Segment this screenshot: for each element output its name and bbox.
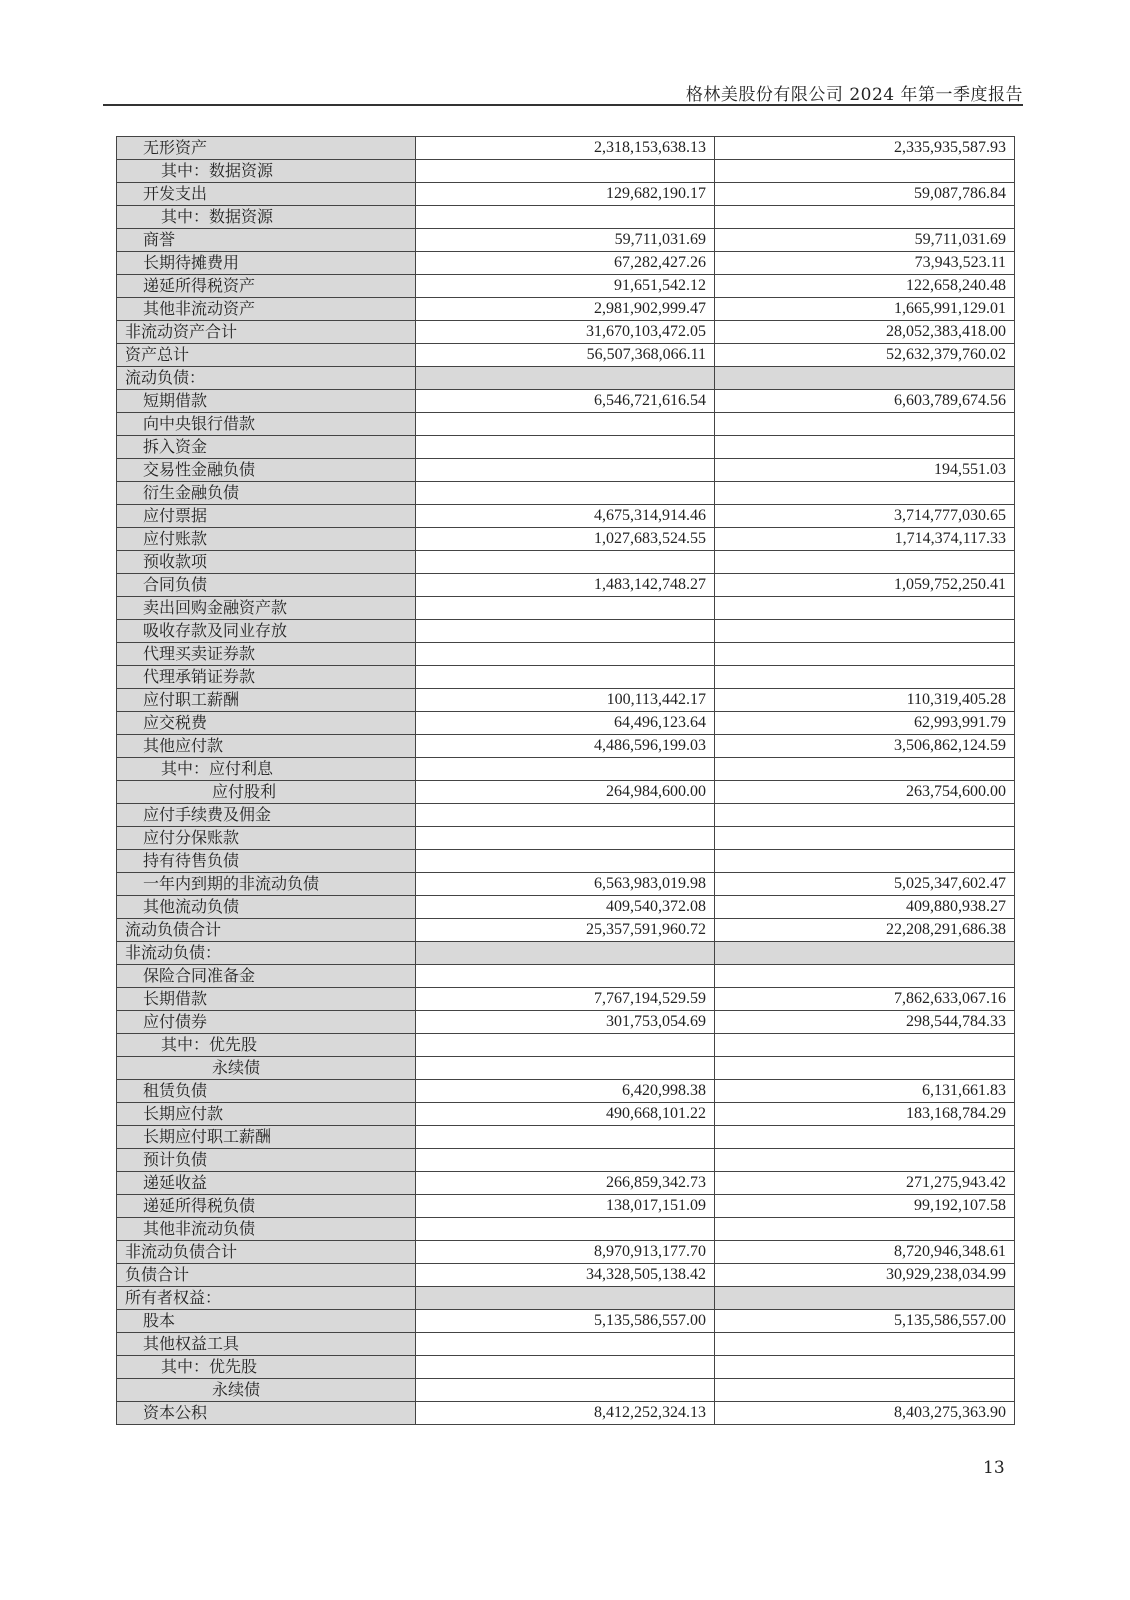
row-label: 非流动负债合计 (117, 1241, 416, 1264)
previous-period-value: 194,551.03 (715, 459, 1015, 482)
current-period-value: 2,318,153,638.13 (416, 137, 715, 160)
table-row (117, 1241, 1015, 1264)
row-label: 无形资产 (117, 137, 416, 160)
table-row (117, 1011, 1015, 1034)
previous-period-value: 8,403,275,363.90 (715, 1402, 1015, 1425)
table-row (117, 1287, 1015, 1310)
current-period-value (416, 942, 715, 965)
report-title: 格林美股份有限公司 2024 年第一季度报告 (685, 85, 1023, 105)
current-period-value: 6,563,983,019.98 (416, 873, 715, 896)
current-period-value (416, 804, 715, 827)
row-label: 非流动资产合计 (117, 321, 416, 344)
previous-period-value: 3,506,862,124.59 (715, 735, 1015, 758)
row-label: 交易性金融负债 (117, 459, 416, 482)
table-row (117, 689, 1015, 712)
table-row (117, 1264, 1015, 1287)
previous-period-value: 409,880,938.27 (715, 896, 1015, 919)
previous-period-value (715, 1287, 1015, 1310)
row-label: 永续债 (117, 1057, 416, 1080)
current-period-value (416, 436, 715, 459)
current-period-value: 100,113,442.17 (416, 689, 715, 712)
table-row (117, 620, 1015, 643)
previous-period-value: 30,929,238,034.99 (715, 1264, 1015, 1287)
row-label: 预计负债 (117, 1149, 416, 1172)
current-period-value: 91,651,542.12 (416, 275, 715, 298)
previous-period-value: 62,993,991.79 (715, 712, 1015, 735)
row-label: 短期借款 (117, 390, 416, 413)
previous-period-value: 28,052,383,418.00 (715, 321, 1015, 344)
row-label: 开发支出 (117, 183, 416, 206)
previous-period-value: 110,319,405.28 (715, 689, 1015, 712)
previous-period-value (715, 160, 1015, 183)
row-label: 应付账款 (117, 528, 416, 551)
table-row (117, 988, 1015, 1011)
previous-period-value (715, 482, 1015, 505)
previous-period-value (715, 1034, 1015, 1057)
current-period-value: 25,357,591,960.72 (416, 919, 715, 942)
row-label: 吸收存款及同业存放 (117, 620, 416, 643)
previous-period-value (715, 850, 1015, 873)
row-label: 长期待摊费用 (117, 252, 416, 275)
row-label: 代理买卖证券款 (117, 643, 416, 666)
row-label: 其中：优先股 (117, 1356, 416, 1379)
previous-period-value: 8,720,946,348.61 (715, 1241, 1015, 1264)
current-period-value (416, 965, 715, 988)
current-period-value: 1,483,142,748.27 (416, 574, 715, 597)
row-label: 递延所得税资产 (117, 275, 416, 298)
table-row (117, 965, 1015, 988)
table-row (117, 1310, 1015, 1333)
previous-period-value (715, 643, 1015, 666)
row-label: 应付股利 (117, 781, 416, 804)
current-period-value (416, 1333, 715, 1356)
table-row (117, 919, 1015, 942)
table-row (117, 758, 1015, 781)
previous-period-value (715, 1356, 1015, 1379)
previous-period-value (715, 1126, 1015, 1149)
previous-period-value: 298,544,784.33 (715, 1011, 1015, 1034)
table-row (117, 643, 1015, 666)
current-period-value (416, 758, 715, 781)
row-label: 递延所得税负债 (117, 1195, 416, 1218)
current-period-value (416, 666, 715, 689)
row-label: 合同负债 (117, 574, 416, 597)
table-row (117, 390, 1015, 413)
table-row (117, 942, 1015, 965)
table-row (117, 551, 1015, 574)
current-period-value: 6,420,998.38 (416, 1080, 715, 1103)
row-label: 应交税费 (117, 712, 416, 735)
row-label: 长期应付款 (117, 1103, 416, 1126)
table-row (117, 252, 1015, 275)
previous-period-value (715, 597, 1015, 620)
row-label: 衍生金融负债 (117, 482, 416, 505)
previous-period-value (715, 367, 1015, 390)
current-period-value: 409,540,372.08 (416, 896, 715, 919)
table-row (117, 505, 1015, 528)
current-period-value (416, 1149, 715, 1172)
previous-period-value (715, 666, 1015, 689)
current-period-value (416, 160, 715, 183)
previous-period-value: 59,087,786.84 (715, 183, 1015, 206)
previous-period-value: 2,335,935,587.93 (715, 137, 1015, 160)
row-label: 长期借款 (117, 988, 416, 1011)
table-row (117, 735, 1015, 758)
current-period-value: 266,859,342.73 (416, 1172, 715, 1195)
previous-period-value (715, 1379, 1015, 1402)
current-period-value (416, 1057, 715, 1080)
previous-period-value: 3,714,777,030.65 (715, 505, 1015, 528)
table-row (117, 873, 1015, 896)
table-row (117, 1057, 1015, 1080)
row-label: 应付票据 (117, 505, 416, 528)
current-period-value (416, 597, 715, 620)
row-label: 应付职工薪酬 (117, 689, 416, 712)
table-row (117, 1126, 1015, 1149)
current-period-value (416, 1379, 715, 1402)
previous-period-value (715, 965, 1015, 988)
table-row (117, 321, 1015, 344)
current-period-value (416, 1126, 715, 1149)
balance-sheet-table-container (116, 136, 1014, 1425)
previous-period-value (715, 1149, 1015, 1172)
previous-period-value (715, 1333, 1015, 1356)
table-row (117, 183, 1015, 206)
current-period-value (416, 413, 715, 436)
table-row (117, 804, 1015, 827)
row-label: 拆入资金 (117, 436, 416, 459)
row-label: 其他非流动负债 (117, 1218, 416, 1241)
current-period-value (416, 459, 715, 482)
table-row (117, 827, 1015, 850)
row-label: 向中央银行借款 (117, 413, 416, 436)
current-period-value: 8,412,252,324.13 (416, 1402, 715, 1425)
previous-period-value: 1,665,991,129.01 (715, 298, 1015, 321)
table-row (117, 1402, 1015, 1425)
current-period-value (416, 827, 715, 850)
current-period-value: 7,767,194,529.59 (416, 988, 715, 1011)
table-row (117, 160, 1015, 183)
current-period-value (416, 206, 715, 229)
table-row (117, 528, 1015, 551)
current-period-value: 5,135,586,557.00 (416, 1310, 715, 1333)
row-label: 其中：优先股 (117, 1034, 416, 1057)
table-row (117, 1333, 1015, 1356)
previous-period-value (715, 1057, 1015, 1080)
table-body (117, 137, 1015, 1425)
row-label: 代理承销证券款 (117, 666, 416, 689)
table-row (117, 574, 1015, 597)
row-label: 租赁负债 (117, 1080, 416, 1103)
current-period-value (416, 1287, 715, 1310)
table-row (117, 459, 1015, 482)
page-header (103, 80, 1023, 106)
current-period-value: 4,675,314,914.46 (416, 505, 715, 528)
row-label: 其中：数据资源 (117, 206, 416, 229)
current-period-value: 67,282,427.26 (416, 252, 715, 275)
balance-sheet-table (116, 136, 1015, 1425)
row-label: 其他流动负债 (117, 896, 416, 919)
row-label: 股本 (117, 1310, 416, 1333)
current-period-value: 4,486,596,199.03 (416, 735, 715, 758)
row-label: 其他非流动资产 (117, 298, 416, 321)
current-period-value: 6,546,721,616.54 (416, 390, 715, 413)
row-label: 资本公积 (117, 1402, 416, 1425)
current-period-value (416, 643, 715, 666)
table-row (117, 1034, 1015, 1057)
row-label: 负债合计 (117, 1264, 416, 1287)
previous-period-value: 73,943,523.11 (715, 252, 1015, 275)
previous-period-value: 5,025,347,602.47 (715, 873, 1015, 896)
table-row (117, 896, 1015, 919)
row-label: 非流动负债： (117, 942, 416, 965)
previous-period-value (715, 804, 1015, 827)
current-period-value: 129,682,190.17 (416, 183, 715, 206)
current-period-value (416, 1356, 715, 1379)
table-row (117, 597, 1015, 620)
previous-period-value: 263,754,600.00 (715, 781, 1015, 804)
current-period-value (416, 367, 715, 390)
row-label: 其中：应付利息 (117, 758, 416, 781)
current-period-value: 56,507,368,066.11 (416, 344, 715, 367)
row-label: 其中：数据资源 (117, 160, 416, 183)
table-row (117, 1080, 1015, 1103)
row-label: 其他应付款 (117, 735, 416, 758)
current-period-value (416, 1034, 715, 1057)
row-label: 所有者权益： (117, 1287, 416, 1310)
table-row (117, 413, 1015, 436)
current-period-value: 59,711,031.69 (416, 229, 715, 252)
previous-period-value: 183,168,784.29 (715, 1103, 1015, 1126)
table-row (117, 436, 1015, 459)
row-label: 流动负债： (117, 367, 416, 390)
previous-period-value: 6,131,661.83 (715, 1080, 1015, 1103)
previous-period-value: 5,135,586,557.00 (715, 1310, 1015, 1333)
current-period-value (416, 551, 715, 574)
page-number: 13 (983, 1458, 1005, 1478)
row-label: 应付手续费及佣金 (117, 804, 416, 827)
row-label: 应付分保账款 (117, 827, 416, 850)
previous-period-value: 6,603,789,674.56 (715, 390, 1015, 413)
previous-period-value: 1,714,374,117.33 (715, 528, 1015, 551)
table-row (117, 344, 1015, 367)
table-row (117, 1172, 1015, 1195)
previous-period-value (715, 620, 1015, 643)
table-row (117, 1218, 1015, 1241)
current-period-value: 34,328,505,138.42 (416, 1264, 715, 1287)
row-label: 递延收益 (117, 1172, 416, 1195)
previous-period-value: 122,658,240.48 (715, 275, 1015, 298)
current-period-value (416, 1218, 715, 1241)
table-row (117, 482, 1015, 505)
table-row (117, 712, 1015, 735)
header-rule (103, 104, 1023, 106)
table-row (117, 367, 1015, 390)
row-label: 持有待售负债 (117, 850, 416, 873)
current-period-value: 2,981,902,999.47 (416, 298, 715, 321)
table-row (117, 206, 1015, 229)
previous-period-value (715, 942, 1015, 965)
previous-period-value (715, 827, 1015, 850)
previous-period-value (715, 206, 1015, 229)
previous-period-value: 99,192,107.58 (715, 1195, 1015, 1218)
current-period-value (416, 482, 715, 505)
current-period-value: 8,970,913,177.70 (416, 1241, 715, 1264)
table-row (117, 275, 1015, 298)
row-label: 卖出回购金融资产款 (117, 597, 416, 620)
row-label: 预收款项 (117, 551, 416, 574)
current-period-value: 490,668,101.22 (416, 1103, 715, 1126)
previous-period-value: 271,275,943.42 (715, 1172, 1015, 1195)
current-period-value (416, 850, 715, 873)
current-period-value: 1,027,683,524.55 (416, 528, 715, 551)
row-label: 应付债券 (117, 1011, 416, 1034)
previous-period-value: 22,208,291,686.38 (715, 919, 1015, 942)
previous-period-value (715, 413, 1015, 436)
previous-period-value: 1,059,752,250.41 (715, 574, 1015, 597)
table-row (117, 1379, 1015, 1402)
current-period-value: 138,017,151.09 (416, 1195, 715, 1218)
table-row (117, 850, 1015, 873)
table-row (117, 137, 1015, 160)
previous-period-value (715, 551, 1015, 574)
current-period-value (416, 620, 715, 643)
table-row (117, 298, 1015, 321)
table-row (117, 1149, 1015, 1172)
current-period-value: 64,496,123.64 (416, 712, 715, 735)
previous-period-value: 7,862,633,067.16 (715, 988, 1015, 1011)
table-row (117, 1103, 1015, 1126)
previous-period-value: 52,632,379,760.02 (715, 344, 1015, 367)
row-label: 其他权益工具 (117, 1333, 416, 1356)
table-row (117, 229, 1015, 252)
previous-period-value: 59,711,031.69 (715, 229, 1015, 252)
row-label: 流动负债合计 (117, 919, 416, 942)
row-label: 长期应付职工薪酬 (117, 1126, 416, 1149)
row-label: 永续债 (117, 1379, 416, 1402)
previous-period-value (715, 1218, 1015, 1241)
table-row (117, 781, 1015, 804)
row-label: 一年内到期的非流动负债 (117, 873, 416, 896)
previous-period-value (715, 758, 1015, 781)
table-row (117, 1356, 1015, 1379)
current-period-value: 31,670,103,472.05 (416, 321, 715, 344)
current-period-value: 264,984,600.00 (416, 781, 715, 804)
previous-period-value (715, 436, 1015, 459)
table-row (117, 1195, 1015, 1218)
current-period-value: 301,753,054.69 (416, 1011, 715, 1034)
row-label: 资产总计 (117, 344, 416, 367)
row-label: 商誉 (117, 229, 416, 252)
table-row (117, 666, 1015, 689)
row-label: 保险合同准备金 (117, 965, 416, 988)
